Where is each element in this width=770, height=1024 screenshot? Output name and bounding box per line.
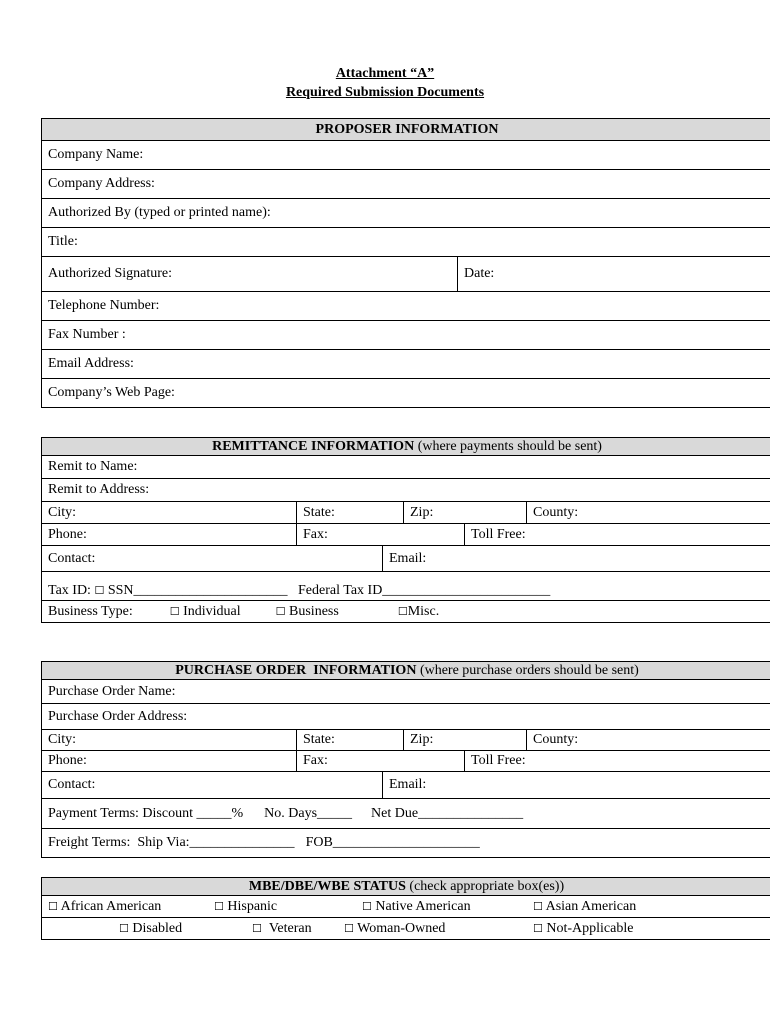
veteran-label: Veteran [268,921,312,936]
tax-id-label: Tax ID: [48,583,91,598]
ship-via-field[interactable]: Freight Terms: Ship Via:_______________ [48,835,295,850]
african-american-checkbox[interactable]: ☐ [48,900,58,913]
mbe-row-1 [42,896,770,918]
no-days-field[interactable]: No. Days_____ [264,805,353,821]
individual-checkbox[interactable]: ☐ [169,604,180,618]
purchase-order-header [42,662,770,680]
remit-phone-field[interactable]: Phone: [42,524,297,546]
authorized-signature-field[interactable]: Authorized Signature: [42,257,458,292]
misc-checkbox[interactable]: ☐ [397,604,408,618]
disabled-option[interactable] [119,921,182,937]
po-contact-field[interactable]: Contact: [42,772,383,799]
woman-owned-checkbox[interactable]: ☐ [344,922,354,935]
federal-tax-id-field[interactable]: Federal Tax ID________________________ [298,583,551,598]
purchase-order-note: (where purchase orders should be sent) [419,662,639,678]
company-name-field[interactable]: Company Name: [42,141,770,170]
ssn-field[interactable]: SSN______________________ [107,583,288,598]
po-state-field[interactable]: State: [297,730,404,751]
mbe-title: MBE/DBE/WBE STATUS [248,878,406,894]
po-name-field[interactable]: Purchase Order Name: [42,680,770,704]
remit-address-field[interactable]: Remit to Address: [42,479,770,502]
hispanic-option[interactable] [214,899,277,915]
remit-zip-field[interactable]: Zip: [404,502,527,524]
not-applicable-checkbox[interactable]: ☐ [533,922,543,935]
mbe-note: (check appropriate box(es)) [409,878,565,894]
proposer-header: PROPOSER INFORMATION [42,119,770,141]
company-address-field[interactable]: Company Address: [42,170,770,199]
not-applicable-label: Not-Applicable [546,921,634,936]
purchase-order-title: PURCHASE ORDER INFORMATION [175,662,417,678]
proposer-table [41,118,770,408]
hispanic-checkbox[interactable]: ☐ [214,900,224,913]
title-field[interactable]: Title: [42,228,770,257]
ssn-checkbox[interactable]: ☐ [94,584,105,597]
native-american-label: Native American [375,899,471,914]
remit-state-field[interactable]: State: [297,502,404,524]
payment-terms-discount-field[interactable]: Payment Terms: Discount _____% [48,805,244,821]
business-type-row [42,601,770,623]
asian-american-checkbox[interactable]: ☐ [533,900,543,913]
remit-city-field[interactable]: City: [42,502,297,524]
web-page-field[interactable]: Company’s Web Page: [42,379,770,408]
remit-contact-field[interactable]: Contact: [42,546,383,572]
veteran-checkbox[interactable]: ☐ [252,922,262,935]
date-field[interactable]: Date: [458,257,770,292]
email-field[interactable]: Email Address: [42,350,770,379]
woman-owned-option[interactable] [344,921,445,937]
woman-owned-label: Woman-Owned [357,921,446,936]
tax-id-row[interactable] [42,572,770,601]
po-email-field[interactable]: Email: [383,772,770,799]
telephone-field[interactable]: Telephone Number: [42,292,770,321]
individual-label: Individual [183,603,241,619]
remittance-title: REMITTANCE INFORMATION [212,438,415,454]
business-checkbox[interactable]: ☐ [275,604,286,618]
remittance-header [42,438,770,456]
po-city-field[interactable]: City: [42,730,297,751]
payment-terms-row [42,799,770,829]
hispanic-label: Hispanic [227,899,278,914]
mbe-header [42,878,770,896]
african-american-option[interactable] [48,899,161,915]
net-due-field[interactable]: Net Due_______________ [371,805,524,821]
po-address-field[interactable]: Purchase Order Address: [42,704,770,730]
po-county-field[interactable]: County: [527,730,770,751]
veteran-option[interactable] [252,921,312,937]
remit-email-field[interactable]: Email: [383,546,770,572]
remit-county-field[interactable]: County: [527,502,770,524]
mbe-row-2 [42,918,770,940]
po-toll-free-field[interactable]: Toll Free: [465,751,770,772]
fob-field[interactable]: FOB_____________________ [305,835,480,850]
asian-american-label: Asian American [545,899,637,914]
authorized-by-field[interactable]: Authorized By (typed or printed name): [42,199,770,228]
business-label: Business [289,603,339,619]
remit-name-field[interactable]: Remit to Name: [42,456,770,479]
native-american-option[interactable] [362,899,471,915]
remittance-note: (where payments should be sent) [417,438,602,454]
po-zip-field[interactable]: Zip: [404,730,527,751]
attachment-title: Attachment “A” [335,66,435,81]
asian-american-option[interactable] [533,899,636,915]
disabled-checkbox[interactable]: ☐ [119,922,129,935]
misc-label: Misc. [407,603,440,619]
remit-toll-free-field[interactable]: Toll Free: [465,524,770,546]
freight-terms-row [42,829,770,858]
business-type-label: Business Type: [48,603,133,619]
disabled-label: Disabled [132,921,183,936]
native-american-checkbox[interactable]: ☐ [362,900,372,913]
po-phone-field[interactable]: Phone: [42,751,297,772]
mbe-status-table [41,877,770,940]
remit-fax-field[interactable]: Fax: [297,524,465,546]
remittance-table [41,437,770,623]
po-fax-field[interactable]: Fax: [297,751,465,772]
african-american-label: African American [60,899,162,914]
not-applicable-option[interactable] [533,921,633,937]
purchase-order-table [41,661,770,858]
fax-field[interactable]: Fax Number : [42,321,770,350]
page-subtitle: Required Submission Documents [285,85,485,100]
